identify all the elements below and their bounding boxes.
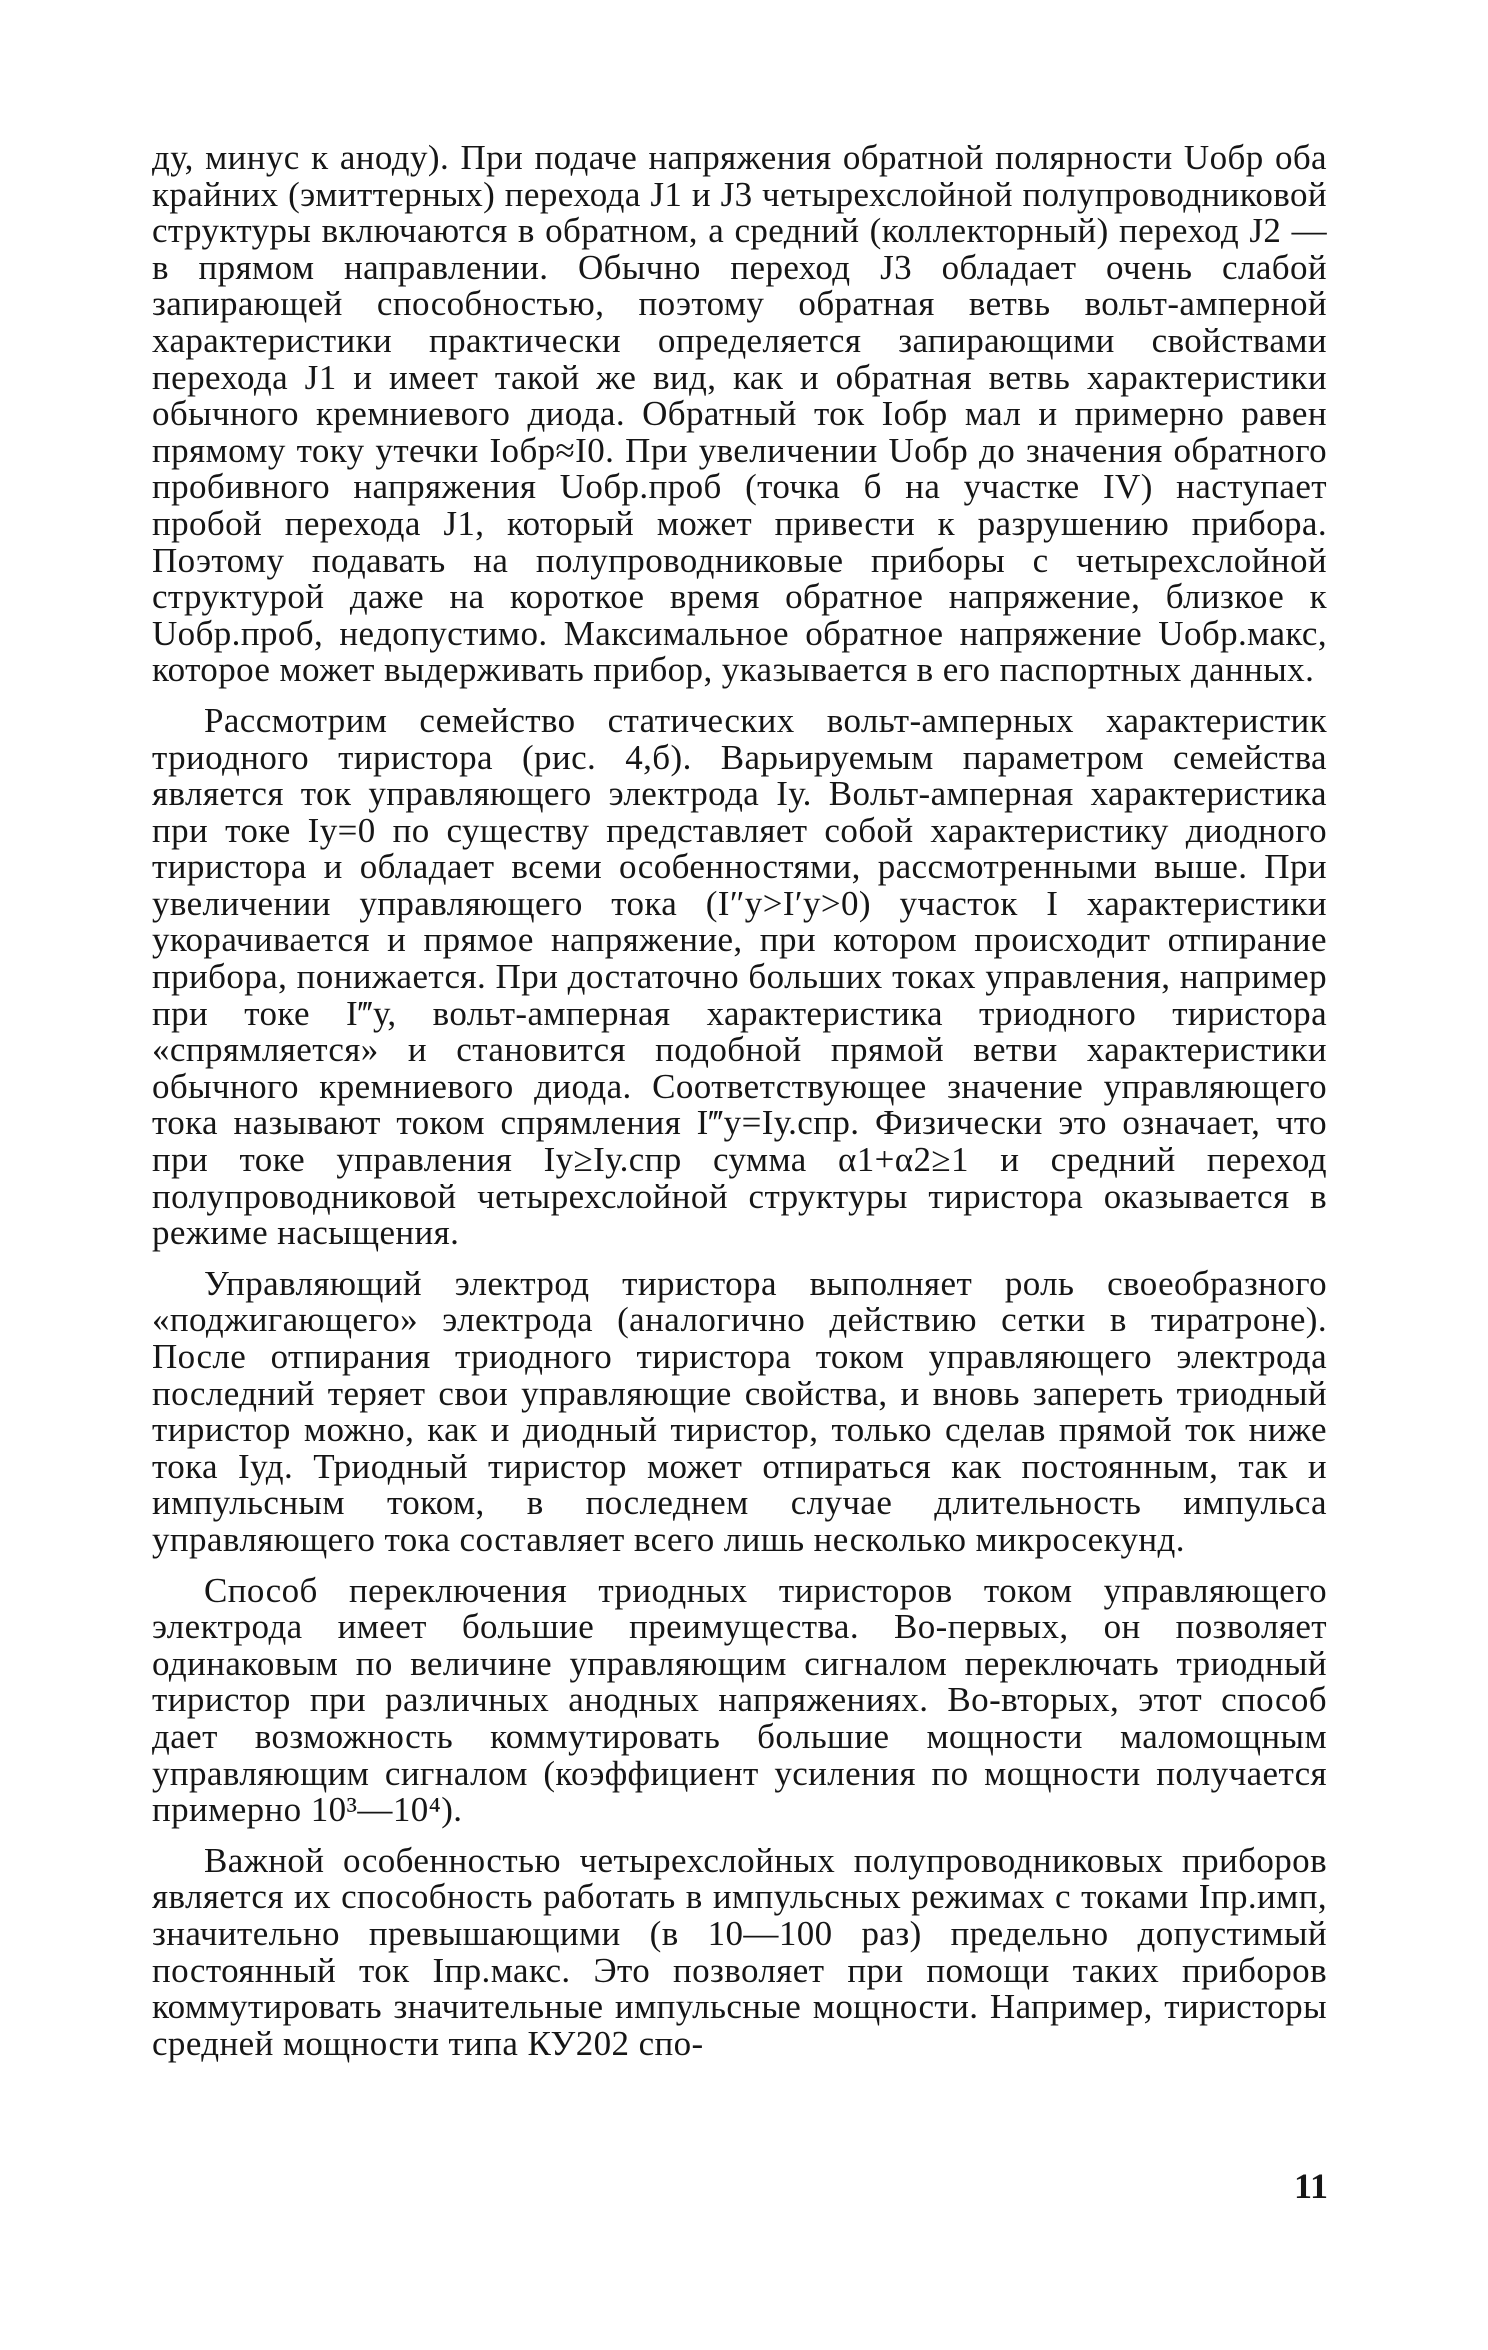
paragraph-control-electrode: Управляющий электрод тиристора выполняет роль своеобразного «поджигающего» электрода (аналогично действию сетки в тиратроне). После отпирания триодного тиристора током управляющего электрода последний теряет свои управляющие свойства, и вновь запереть триодный тиристор можно, как и диодный тиристор, только сделав прямой ток ниже тока Iуд. Триодный тиристор может отпираться как постоянным, так и импульсным током, в последнем случае длительность импульса управляющего тока составляет всего лишь несколько микросекунд. <box>152 1263 1327 1559</box>
document-page <box>152 140 1327 2076</box>
paragraph-triode-characteristics: Рассмотрим семейство статических вольт-амперных характеристик триодного тиристора (рис. 4,б). Варьируемым параметром семейства является ток управляющего электрода Iу. Вольт-амперная характеристика при токе Iу=0 по существу представляет собой характеристику диодного тиристора и обладает всеми особенностями, рассмотренными выше. При увеличении управляющего тока (I″у>I′у>0) участок I характеристики укорачивается и прямое напряжение, при котором происходит отпирание прибора, понижается. При достаточно больших токах управления, например при токе I‴у, вольт-амперная характеристика триодного тиристора «спрямляется» и становится подобной прямой ветви характеристики обычного кремниевого диода. Соответствующее значение управляющего тока называют током спрямления I‴у=Iу.спр. Физически это означает, что при токе управления Iу≥Iу.спр сумма α1+α2≥1 и средний переход полупроводниковой четырехслойной структуры тиристора оказывается в режиме насыщения. <box>152 700 1327 1253</box>
paragraph-switching-method: Способ переключения триодных тиристоров током управляющего электрода имеет большие преимущества. Во-первых, он позволяет одинаковым по величине управляющим сигналом переключать триодный тиристор при различных анодных напряжениях. Во-вторых, этот способ дает возможность коммутировать большие мощности маломощным управляющим сигналом (коэффициент усиления по мощности получается примерно 10³—10⁴). <box>152 1570 1327 1830</box>
paragraph-reverse-polarity: ду, минус к аноду). При подаче напряжения обратной полярности Uобр оба крайних (эмиттерных) перехода J1 и J3 четырехслойной полупроводниковой структуры включаются в обратном, а средний (коллекторный) переход J2 — в прямом направлении. Обычно переход J3 обладает очень слабой запирающей способностью, поэтому обратная ветвь вольт-амперной характеристики практически определяется запирающими свойствами перехода J1 и имеет такой же вид, как и обратная ветвь характеристики обычного кремниевого диода. Обратный ток Iобр мал и примерно равен прямому току утечки Iобр≈I0. При увеличении Uобр до значения обратного пробивного напряжения Uобр.проб (точка б на участке IV) наступает пробой перехода J1, который может привести к разрушению прибора. Поэтому подавать на полупроводниковые приборы с четырехслойной структурой даже на короткое время обратное напряжение, близкое к Uобр.проб, недопустимо. Максимальное обратное напряжение Uобр.макс, которое может выдерживать прибор, указывается в его паспортных данных. <box>152 138 1327 690</box>
page-number: 11 <box>1294 2166 1329 2206</box>
paragraph-pulse-modes: Важной особенностью четырехслойных полупроводниковых приборов является их способность работать в импульсных режимах с токами Iпр.имп, значительно превышающими (в 10—100 раз) предельно допустимый постоянный ток Iпр.макс. Это позволяет при помощи таких приборов коммутировать значительные импульсные мощности. Например, тиристоры средней мощности типа КУ202 спо- <box>152 1840 1327 2063</box>
